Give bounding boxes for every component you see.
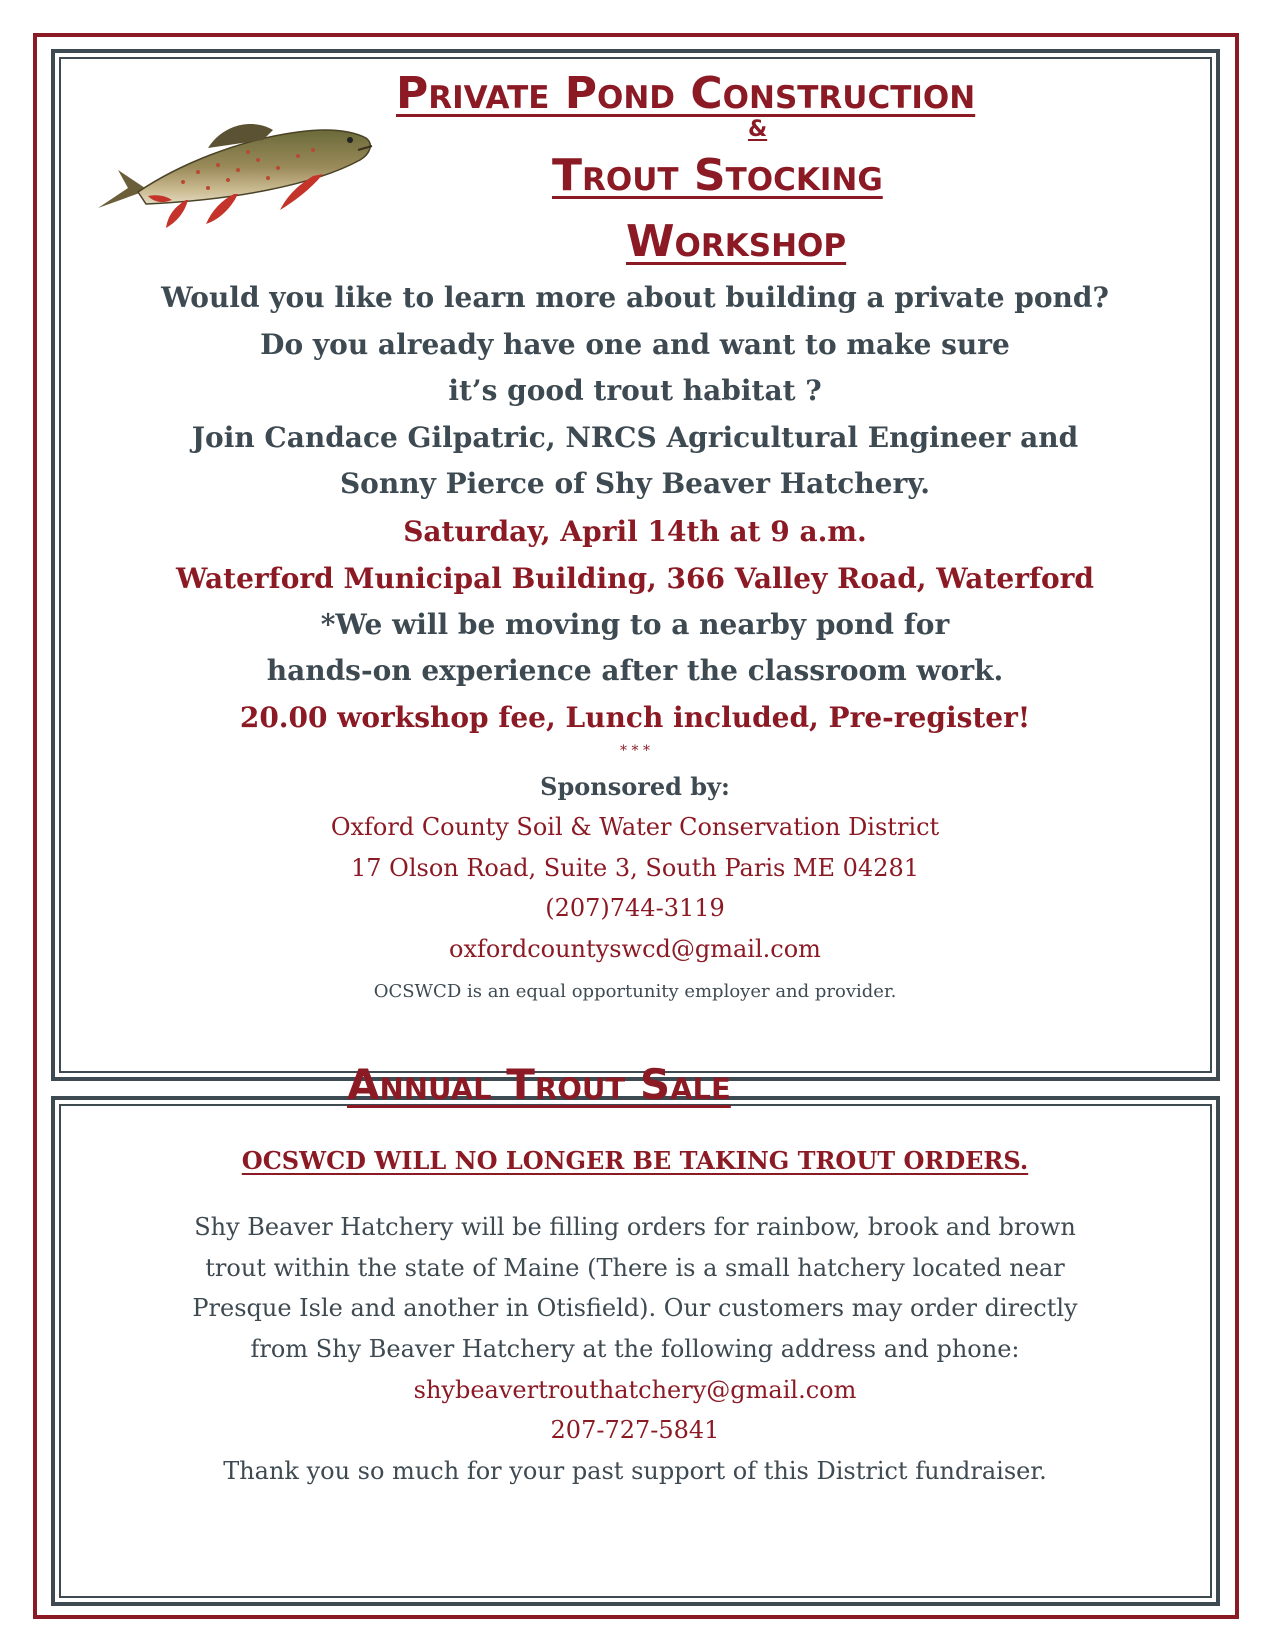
equal-opportunity-disclaimer: OCSWCD is an equal opportunity employer and provider. <box>373 981 897 1002</box>
trout-sale-title: Annual Trout Sale <box>347 1060 731 1109</box>
intro-line-5: Sonny Pierce of Shy Beaver Hatchery. <box>339 467 931 500</box>
workshop-title-line2: Trout Stocking <box>552 150 883 201</box>
separator-stars: * * * <box>620 743 650 759</box>
intro-line-3: it’s good trout habitat ? <box>448 374 822 407</box>
note-line-1: *We will be moving to a nearby pond for <box>320 608 950 641</box>
workshop-fee: 20.00 workshop fee, Lunch included, Pre-register! <box>239 701 1031 734</box>
trout-illustration <box>88 110 388 250</box>
hatchery-phone: 207-727-5841 <box>550 1416 720 1444</box>
org-email-link[interactable]: oxfordcountyswcd@gmail.com <box>449 935 821 963</box>
sale-body-line-4: from Shy Beaver Hatchery at the following address and phone: <box>250 1335 1020 1363</box>
thanks-line: Thank you so much for your past support of this District fundraiser. <box>223 1457 1047 1485</box>
org-address: 17 Olson Road, Suite 3, South Paris ME 04281 <box>350 854 920 882</box>
intro-line-2: Do you already have one and want to make sure <box>260 328 1010 361</box>
sale-body-line-3: Presque Isle and another in Otisfield). Our customers may order directly <box>192 1294 1078 1322</box>
workshop-title-line1: Private Pond Construction <box>396 68 976 119</box>
org-phone: (207)744-3119 <box>545 894 725 922</box>
intro-line-1: Would you like to learn more about building a private pond? <box>161 281 1109 314</box>
workshop-location: Waterford Municipal Building, 366 Valley Road, Waterford <box>176 562 1094 595</box>
workshop-title-line3: Workshop <box>626 216 847 267</box>
sale-body-line-2: trout within the state of Maine (There is a small hatchery located near <box>205 1254 1065 1282</box>
hatchery-email-link[interactable]: shybeavertrouthatchery@gmail.com <box>413 1376 857 1404</box>
sale-body-line-1: Shy Beaver Hatchery will be filling orders for rainbow, brook and brown <box>194 1213 1076 1241</box>
note-line-2: hands-on experience after the classroom work. <box>266 654 1004 687</box>
intro-line-4: Join Candace Gilpatric, NRCS Agricultural Engineer and <box>191 421 1079 454</box>
org-name: Oxford County Soil & Water Conservation District <box>330 813 940 841</box>
workshop-title-ampersand: & <box>748 117 768 142</box>
trout-sale-notice: OCSWCD WILL NO LONGER BE TAKING TROUT ORDERS. <box>241 1146 1029 1175</box>
workshop-date: Saturday, April 14th at 9 a.m. <box>403 515 867 548</box>
sponsored-by: Sponsored by: <box>540 772 730 801</box>
